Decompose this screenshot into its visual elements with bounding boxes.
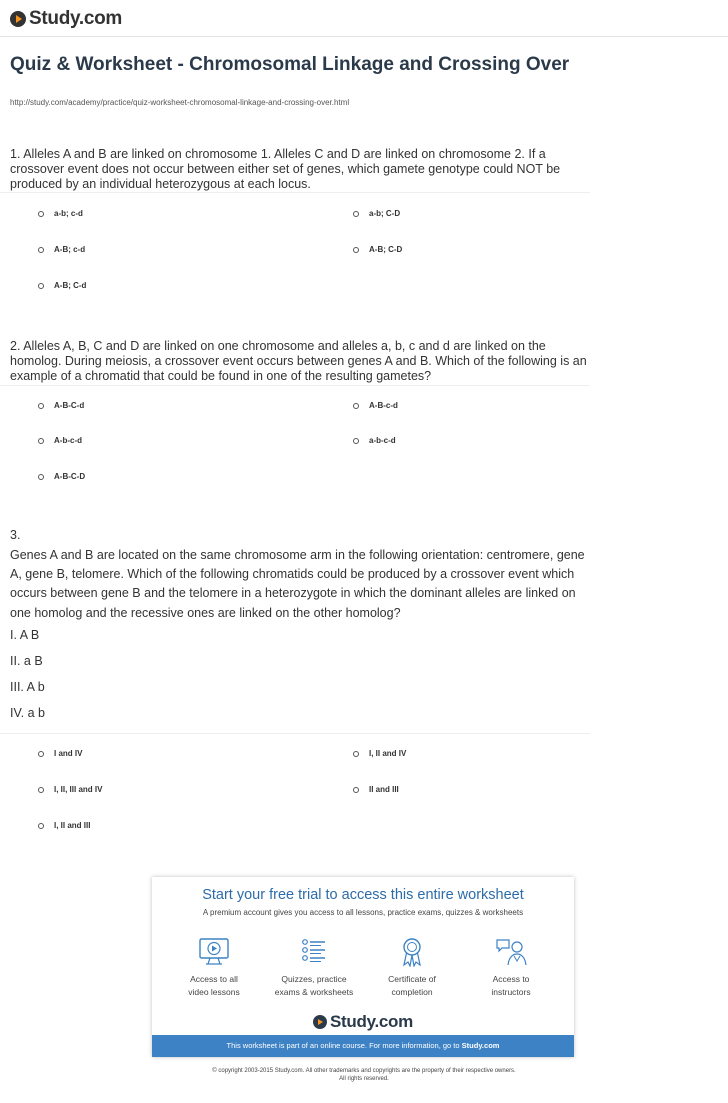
promo-subtitle: A premium account gives you access to all lessons, practice exams, quizzes & worksheets — [202, 908, 524, 917]
radio-icon[interactable] — [38, 283, 44, 289]
question-1-divider — [0, 192, 590, 193]
feature-4-line1: Access to — [492, 974, 530, 984]
q1-option-4-label: A-B; C-D — [369, 245, 403, 254]
certificate-icon — [395, 937, 429, 967]
radio-icon[interactable] — [38, 438, 44, 444]
radio-icon[interactable] — [38, 403, 44, 409]
q2-option-4[interactable] — [353, 436, 396, 445]
header-divider — [0, 36, 728, 37]
q1-option-2-label: a-b; C-D — [369, 209, 401, 218]
feature-2-line1: Quizzes, practice — [281, 974, 347, 984]
promo-bar-text: This worksheet is part of an online course. For more information, go to — [226, 1041, 460, 1050]
q1-option-1[interactable] — [38, 209, 83, 218]
copyright-line-1: © copyright 2003-2015 Study.com. All other trademarks and copyrights are the property of their respective owners. — [212, 1068, 516, 1074]
q2-option-1[interactable] — [38, 401, 84, 410]
q3-option-5[interactable] — [38, 821, 90, 830]
radio-icon[interactable] — [353, 403, 359, 409]
radio-icon[interactable] — [353, 787, 359, 793]
radio-icon[interactable] — [38, 211, 44, 217]
q2-option-4-label: a-b-c-d — [369, 436, 396, 445]
q1-option-3[interactable] — [38, 245, 85, 254]
question-3-item-4: IV. a b — [10, 706, 45, 720]
page-title: Quiz & Worksheet - Chromosomal Linkage and Crossing Over — [10, 54, 570, 75]
q3-option-3-label: I, II, III and IV — [54, 785, 103, 794]
study-logo[interactable] — [10, 8, 122, 30]
feature-quizzes — [264, 937, 364, 999]
q2-option-1-label: A-B-C-d — [54, 401, 85, 410]
radio-icon[interactable] — [38, 474, 44, 480]
radio-icon[interactable] — [353, 751, 359, 757]
q1-option-1-label: a-b; c-d — [54, 209, 83, 218]
q3-option-2-label: I, II and IV — [369, 749, 407, 758]
feature-3-line1: Certificate of — [388, 974, 436, 984]
question-2-text: 2. Alleles A, B, C and D are linked on one chromosome and alleles a, b, c and d are linked on the homolog. During meiosis, a crossover event occurs between genes A and B. Which of the following is an example of a chromatid that could be found in one of the resulting gametes? — [10, 339, 587, 383]
copyright-line-2: All rights reserved. — [339, 1076, 389, 1082]
promo-study-logo[interactable] — [152, 1012, 574, 1032]
quiz-list-icon — [297, 937, 331, 967]
question-3-divider — [0, 733, 590, 734]
q1-option-2[interactable] — [353, 209, 400, 218]
radio-icon[interactable] — [353, 247, 359, 253]
q3-option-1[interactable] — [38, 749, 82, 758]
q2-option-3[interactable] — [38, 436, 82, 445]
study-logo-text: Study.com — [29, 8, 123, 29]
study-logo-icon — [313, 1015, 327, 1029]
q2-option-3-label: A-b-c-d — [54, 436, 82, 445]
q1-option-4[interactable] — [353, 245, 402, 254]
feature-3-line2: completion — [391, 987, 433, 997]
video-lesson-icon — [197, 937, 231, 967]
feature-1-line1: Access to all — [190, 974, 238, 984]
q2-option-5-label: A-B-C-D — [54, 472, 86, 481]
question-3-item-3: III. A b — [10, 680, 45, 694]
q3-option-4[interactable] — [353, 785, 399, 794]
q3-option-4-label: II and III — [369, 785, 399, 794]
promo-logo-text: Study.com — [330, 1012, 413, 1031]
question-3-text: Genes A and B are located on the same chromosome arm in the following orientation: centromere, gene A, gene B, telomere. Which of the following chromatids could be produced by a crossover event which occurs between gene B and the telomere in a heterozygote in which the dominant alleles are linked on one homolog and the recessive ones are linked on the other homolog? — [10, 548, 585, 620]
q2-option-2[interactable] — [353, 401, 398, 410]
question-3-number: 3. — [10, 528, 21, 542]
radio-icon[interactable] — [353, 211, 359, 217]
q3-option-1-label: I and IV — [54, 749, 83, 758]
q2-option-2-label: A-B-c-d — [369, 401, 398, 410]
question-2-divider — [0, 385, 590, 386]
radio-icon[interactable] — [38, 787, 44, 793]
feature-2-line2: exams & worksheets — [274, 987, 354, 997]
q1-option-3-label: A-B; c-d — [54, 245, 86, 254]
radio-icon[interactable] — [38, 247, 44, 253]
q3-option-3[interactable] — [38, 785, 102, 794]
page-url[interactable]: http://study.com/academy/practice/quiz-worksheet-chromosomal-linkage-and-crossing-over.html — [10, 98, 350, 107]
q3-option-5-label: I, II and III — [54, 821, 91, 830]
radio-icon[interactable] — [353, 438, 359, 444]
q2-option-5[interactable] — [38, 472, 85, 481]
q1-option-5-label: A-B; C-d — [54, 281, 87, 290]
feature-video-lessons — [164, 937, 264, 999]
study-logo-icon — [10, 11, 26, 27]
q3-option-2[interactable] — [353, 749, 406, 758]
copyright-footer — [0, 1067, 728, 1083]
question-3-item-2: II. a B — [10, 654, 43, 668]
question-3-item-1: I. A B — [10, 628, 40, 642]
promo-bar-link[interactable]: Study.com — [461, 1041, 500, 1050]
feature-instructors — [461, 937, 561, 999]
feature-4-line2: instructors — [491, 987, 531, 997]
promo-info-bar[interactable] — [152, 1035, 574, 1057]
radio-icon[interactable] — [38, 751, 44, 757]
free-trial-promo[interactable] — [152, 877, 574, 1057]
radio-icon[interactable] — [38, 823, 44, 829]
instructor-icon — [494, 937, 528, 967]
promo-title: Start your free trial to access this entire worksheet — [202, 887, 524, 903]
feature-1-line2: video lessons — [188, 987, 240, 997]
question-1-text: 1. Alleles A and B are linked on chromosome 1. Alleles C and D are linked on chromosome 2. If a crossover event does not occur between either set of genes, which gamete genotype could NOT be produced by an individual heterozygous at each locus. — [10, 147, 561, 191]
feature-certificate — [362, 937, 462, 999]
q1-option-5[interactable] — [38, 281, 86, 290]
